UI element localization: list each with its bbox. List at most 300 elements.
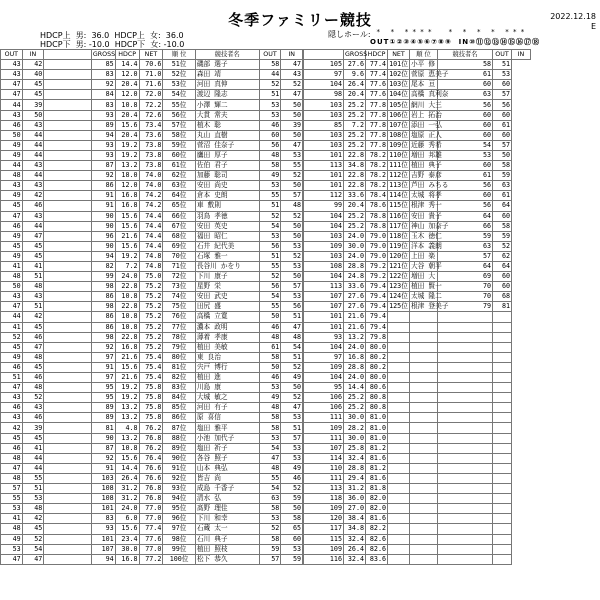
table-cell: 53	[259, 433, 281, 443]
table-cell: 121位	[389, 262, 408, 271]
table-cell	[388, 524, 410, 534]
table-cell	[438, 332, 493, 342]
table-cell: 65位	[163, 201, 195, 211]
table-cell: 38.4	[344, 514, 366, 524]
table-cell	[410, 463, 438, 473]
table-cell: 46	[281, 473, 303, 483]
table-cell: 92	[91, 80, 115, 90]
table-cell: 58	[493, 221, 512, 231]
table-cell: 78.2	[366, 171, 388, 181]
table-cell: 51	[281, 312, 303, 322]
results-table-left	[0, 49, 303, 565]
table-cell: 97位	[163, 524, 195, 534]
table-cell: 74.8	[139, 261, 163, 271]
table-cell	[388, 473, 410, 483]
table-cell: 7.2	[344, 120, 366, 130]
table-cell	[438, 544, 493, 554]
table-cell: 115位	[389, 201, 408, 210]
table-cell: 45	[22, 251, 44, 261]
table-cell: 54位	[163, 90, 195, 100]
table-cell: 75.4	[139, 373, 163, 383]
table-row	[304, 130, 531, 140]
table-cell: 32.4	[344, 534, 366, 544]
column-header	[44, 50, 92, 60]
table-row	[1, 423, 303, 433]
table-cell: 73.6	[139, 130, 163, 140]
table-cell	[44, 393, 92, 403]
table-cell: 53	[259, 100, 281, 110]
table-cell: 83	[91, 70, 115, 80]
table-cell	[44, 473, 92, 483]
table-cell: 各谷 照子	[195, 453, 259, 463]
table-cell: 77.0	[139, 504, 163, 514]
table-cell: 53	[493, 70, 512, 80]
table-cell: 58	[438, 60, 493, 70]
table-cell	[438, 342, 493, 352]
table-cell: 24.0	[115, 504, 139, 514]
table-cell	[44, 504, 92, 514]
table-cell: 74位	[163, 292, 195, 302]
table-cell: 82.0	[366, 494, 388, 504]
table-cell: 尾本 亘	[410, 80, 438, 90]
table-cell: 58	[281, 514, 303, 524]
table-cell: 6.0	[115, 514, 139, 524]
table-cell: 102位	[389, 70, 408, 79]
table-cell: 15.6	[115, 362, 139, 372]
table-cell: 103	[304, 140, 344, 150]
table-row	[304, 554, 531, 564]
table-cell	[388, 544, 410, 554]
table-cell	[44, 261, 92, 271]
table-cell: 12.0	[115, 90, 139, 100]
table-cell: 77.8	[366, 100, 388, 110]
table-cell	[388, 362, 410, 372]
table-cell: 81.2	[366, 463, 388, 473]
table-cell: 59	[259, 544, 281, 554]
column-header: HDCP	[366, 50, 388, 60]
table-cell: 98	[304, 90, 344, 100]
table-cell: 74.4	[139, 221, 163, 231]
table-cell: 24.0	[344, 231, 366, 241]
table-cell: 19.2	[115, 383, 139, 393]
table-cell: 64	[438, 261, 493, 271]
table-cell	[388, 413, 410, 423]
table-cell: 75.2	[139, 292, 163, 302]
table-cell	[410, 473, 438, 483]
table-cell: 下川 康子	[195, 272, 259, 282]
table-cell: 95位	[163, 504, 195, 514]
table-cell: 47	[22, 554, 44, 564]
table-row	[304, 211, 531, 221]
table-cell: 75.4	[139, 362, 163, 372]
table-cell: 28.8	[344, 261, 366, 271]
table-row	[304, 322, 531, 332]
table-cell: 清水 弘	[195, 494, 259, 504]
table-cell: 43	[281, 70, 303, 80]
table-cell: 72.2	[139, 100, 163, 110]
table-cell: 80位	[163, 352, 195, 362]
table-cell: 77.6	[366, 90, 388, 100]
table-cell: 安田 武史	[195, 292, 259, 302]
table-cell: 9.6	[344, 70, 366, 80]
table-cell: 94	[91, 554, 115, 564]
table-cell	[44, 171, 92, 181]
table-row	[1, 473, 303, 483]
table-cell: 91	[91, 201, 115, 211]
table-cell: 64	[493, 201, 512, 211]
table-cell	[438, 403, 493, 413]
table-cell	[438, 554, 493, 564]
table-cell: 61	[438, 70, 493, 80]
table-row	[304, 463, 531, 473]
table-cell: 31.2	[115, 484, 139, 494]
table-cell	[438, 453, 493, 463]
table-cell: 植田 賢一	[411, 282, 442, 291]
table-cell: 60	[493, 272, 512, 282]
table-cell: 53	[281, 241, 303, 251]
table-cell: 加藤 聡司	[195, 171, 259, 181]
table-cell: 79	[438, 302, 493, 312]
table-cell: 61	[438, 171, 493, 181]
table-cell	[44, 251, 92, 261]
table-cell	[493, 534, 512, 544]
table-row	[304, 181, 531, 191]
table-cell: 85	[304, 120, 344, 130]
hidden-holes-marks: * * * * * * * * * * * * *	[370, 28, 526, 36]
table-row	[1, 150, 303, 160]
table-cell: 118位	[389, 231, 408, 240]
table-cell: 16.8	[344, 352, 366, 362]
table-cell: 86	[91, 292, 115, 302]
table-cell: 27.6	[344, 292, 366, 302]
table-cell: 13.2	[115, 433, 139, 443]
table-cell: 森田 靖	[195, 70, 259, 80]
table-cell: 76.2	[139, 443, 163, 453]
table-cell	[44, 100, 92, 110]
table-cell: 45	[1, 433, 23, 443]
table-cell: 川島 康	[195, 383, 259, 393]
table-cell: 60	[493, 211, 512, 221]
table-cell: 53	[1, 504, 23, 514]
table-cell: 82位	[163, 373, 195, 383]
table-cell: 44	[1, 312, 23, 322]
table-cell	[493, 373, 512, 383]
table-cell	[438, 413, 493, 423]
table-cell: 47	[1, 463, 23, 473]
table-cell: 72.6	[139, 110, 163, 120]
table-cell	[410, 373, 438, 383]
table-cell: 増田 大	[410, 272, 438, 282]
table-cell: 植田 進	[195, 373, 259, 383]
table-cell: 44	[22, 171, 44, 181]
table-cell: 21.6	[115, 352, 139, 362]
table-cell: 菅沼 佳奈子	[195, 140, 259, 150]
table-cell: 57	[281, 191, 303, 201]
table-cell: 59	[493, 171, 512, 181]
table-cell: 34.8	[344, 161, 366, 171]
table-cell	[44, 211, 92, 221]
table-row	[304, 110, 531, 120]
table-cell: 50	[259, 312, 281, 322]
table-cell: 53	[259, 231, 281, 241]
table-cell: 福田 昭仁	[195, 231, 259, 241]
table-cell: 94	[91, 251, 115, 261]
table-cell: 46	[259, 373, 281, 383]
table-cell: 74.2	[139, 201, 163, 211]
table-cell: 79位	[163, 342, 195, 352]
table-row	[1, 413, 303, 423]
table-cell: 79.2	[366, 261, 388, 271]
table-cell	[44, 494, 92, 504]
table-cell: 42	[22, 312, 44, 322]
table-cell: 30.0	[344, 413, 366, 423]
table-cell: 52	[281, 251, 303, 261]
table-cell: 41	[22, 443, 44, 453]
table-cell	[438, 423, 493, 433]
table-cell	[410, 362, 438, 372]
table-cell: 112位	[389, 171, 408, 180]
table-cell: 74.2	[139, 191, 163, 201]
table-row	[1, 161, 303, 171]
table-cell: 48	[22, 282, 44, 292]
table-cell: 80.2	[366, 362, 388, 372]
table-cell	[44, 140, 92, 150]
table-cell	[44, 423, 92, 433]
column-header: 順 位	[410, 50, 438, 60]
table-cell: 43	[22, 211, 44, 221]
table-cell: 115	[304, 534, 344, 544]
table-cell: 78.8	[366, 221, 388, 231]
table-cell: 石蔵 太一	[195, 524, 259, 534]
table-cell: 67位	[163, 221, 195, 231]
column-header: 順 位	[163, 50, 195, 60]
table-cell: 添田 一弘	[411, 120, 442, 129]
table-cell: 10.8	[115, 292, 139, 302]
table-cell: 108	[91, 484, 115, 494]
table-cell: 112	[304, 191, 344, 201]
table-cell: 105	[304, 60, 344, 70]
table-row	[1, 211, 303, 221]
table-cell	[44, 352, 92, 362]
table-row	[1, 494, 303, 504]
table-cell	[410, 524, 438, 534]
table-cell: 54	[22, 544, 44, 554]
table-cell: 28.8	[344, 463, 366, 473]
table-cell: 90	[91, 241, 115, 251]
table-cell: 大貫 常夫	[195, 110, 259, 120]
table-cell: 43	[22, 161, 44, 171]
table-cell: 73.8	[139, 161, 163, 171]
table-cell: 48	[1, 272, 23, 282]
table-row	[1, 443, 303, 453]
table-cell: 101	[304, 181, 344, 191]
hdcp-upper: HDCP上 男: 36.0 HDCP上 女: 36.0	[40, 31, 184, 40]
table-row	[304, 352, 531, 362]
table-cell: 79.4	[366, 292, 388, 302]
table-cell: 52	[22, 534, 44, 544]
table-cell: 25.8	[344, 443, 366, 453]
table-cell: 吉野 泰彦	[411, 171, 442, 180]
table-row	[1, 302, 303, 312]
table-row	[304, 161, 531, 171]
table-cell: 111	[304, 473, 344, 483]
table-cell: 124位	[389, 292, 408, 301]
table-cell: 96	[91, 231, 115, 241]
table-row	[304, 504, 531, 514]
table-cell	[438, 524, 493, 534]
column-header: NET	[139, 50, 163, 60]
table-cell: 46	[22, 201, 44, 211]
table-row	[304, 221, 531, 231]
table-cell	[44, 231, 92, 241]
table-cell: 47	[281, 60, 303, 70]
table-cell: 57	[438, 251, 493, 261]
table-cell: 76位	[163, 312, 195, 322]
table-cell: 64位	[163, 191, 195, 201]
table-cell: 81.8	[366, 484, 388, 494]
table-cell: 103	[304, 110, 344, 120]
table-cell: 42	[1, 423, 23, 433]
table-cell: 皆吉 尚	[195, 473, 259, 483]
table-cell	[438, 514, 493, 524]
table-cell: 45	[1, 342, 23, 352]
table-row	[304, 433, 531, 443]
table-cell: 51	[259, 90, 281, 100]
table-cell: 79.4	[366, 312, 388, 322]
table-cell: 76.8	[139, 494, 163, 504]
table-cell: 46	[1, 403, 23, 413]
table-cell: 63	[438, 241, 493, 251]
table-cell: 22.8	[115, 282, 139, 292]
table-cell: 60	[438, 130, 493, 140]
table-cell: 58	[259, 413, 281, 423]
table-cell: 50	[259, 362, 281, 372]
table-cell: 60	[438, 191, 493, 201]
table-cell	[493, 393, 512, 403]
table-cell	[410, 413, 438, 423]
table-cell: 10.8	[115, 322, 139, 332]
table-cell: 73.4	[139, 120, 163, 130]
table-cell: 43	[1, 292, 23, 302]
table-cell: 45	[22, 362, 44, 372]
table-cell: 24.0	[344, 251, 366, 261]
table-cell: 30.0	[115, 544, 139, 554]
table-cell	[44, 130, 92, 140]
table-cell: 47	[1, 554, 23, 564]
table-cell: 47	[281, 322, 303, 332]
table-row	[1, 352, 303, 362]
table-cell: 93	[91, 110, 115, 120]
table-cell: 51	[1, 373, 23, 383]
table-cell: 77.4	[139, 524, 163, 534]
table-cell: 77.0	[139, 544, 163, 554]
table-cell: 30.0	[344, 241, 366, 251]
table-cell: 洋本 義朗	[411, 241, 442, 250]
table-cell: 53	[281, 261, 303, 271]
table-cell	[438, 352, 493, 362]
table-cell: 42	[22, 60, 44, 70]
table-cell: 41	[1, 261, 23, 271]
table-cell: 39	[22, 423, 44, 433]
table-cell: 101	[304, 322, 344, 332]
table-cell: 44	[1, 100, 23, 110]
table-cell: 39	[281, 120, 303, 130]
table-cell: 12.0	[115, 70, 139, 80]
table-cell: 43	[1, 70, 23, 80]
table-cell: 118	[304, 494, 344, 504]
table-cell: 41	[1, 322, 23, 332]
table-cell	[388, 352, 410, 362]
table-cell	[44, 373, 92, 383]
table-cell: 49	[1, 150, 23, 160]
table-cell	[44, 120, 92, 130]
table-cell: 34.8	[344, 524, 366, 534]
table-cell: 70.6	[139, 60, 163, 70]
table-cell	[44, 221, 92, 231]
table-cell: 30.0	[344, 433, 366, 443]
table-cell: 羽鳥 孝徳	[195, 211, 259, 221]
table-cell: 44	[22, 150, 44, 160]
table-cell	[410, 453, 438, 463]
table-cell: 114	[304, 453, 344, 463]
table-cell: 101	[304, 150, 344, 160]
table-cell: 50	[22, 110, 44, 120]
table-cell: 50	[281, 383, 303, 393]
table-cell: 43	[1, 413, 23, 423]
table-row	[1, 292, 303, 302]
table-cell	[493, 433, 512, 443]
table-cell: 43	[22, 120, 44, 130]
table-cell: 52	[281, 484, 303, 494]
table-cell: 46	[22, 332, 44, 342]
table-cell: 83	[91, 514, 115, 524]
table-row	[1, 403, 303, 413]
table-cell: 109位	[389, 140, 408, 149]
table-cell: 河田 真伸	[195, 80, 259, 90]
table-cell: 47	[1, 211, 23, 221]
table-cell: 53	[259, 514, 281, 524]
table-cell: 55	[259, 261, 281, 271]
table-cell: 43	[22, 181, 44, 191]
table-cell	[493, 413, 512, 423]
table-cell: 68位	[163, 231, 195, 241]
table-cell: 81位	[163, 362, 195, 372]
table-row	[1, 282, 303, 292]
table-cell: 43	[1, 181, 23, 191]
table-cell: 52	[259, 524, 281, 534]
table-cell: 18.0	[115, 171, 139, 181]
table-cell: 75.8	[139, 393, 163, 403]
table-cell: 59	[438, 231, 493, 241]
table-cell: 61位	[163, 161, 195, 171]
table-cell: 21.6	[344, 312, 366, 322]
table-cell: 87	[91, 443, 115, 453]
table-cell: 81.6	[366, 453, 388, 463]
table-cell: 119位	[389, 241, 408, 250]
table-cell: 48	[259, 403, 281, 413]
table-cell: 28.8	[344, 362, 366, 372]
table-cell: 車 敷則	[195, 201, 259, 211]
table-cell: 83.6	[366, 554, 388, 564]
table-cell	[388, 423, 410, 433]
table-cell: 93	[91, 524, 115, 534]
table-cell: 57	[1, 484, 23, 494]
table-cell	[44, 403, 92, 413]
table-cell	[410, 534, 438, 544]
table-cell: 94	[91, 130, 115, 140]
table-cell: 24.0	[115, 272, 139, 282]
table-row	[304, 524, 531, 534]
